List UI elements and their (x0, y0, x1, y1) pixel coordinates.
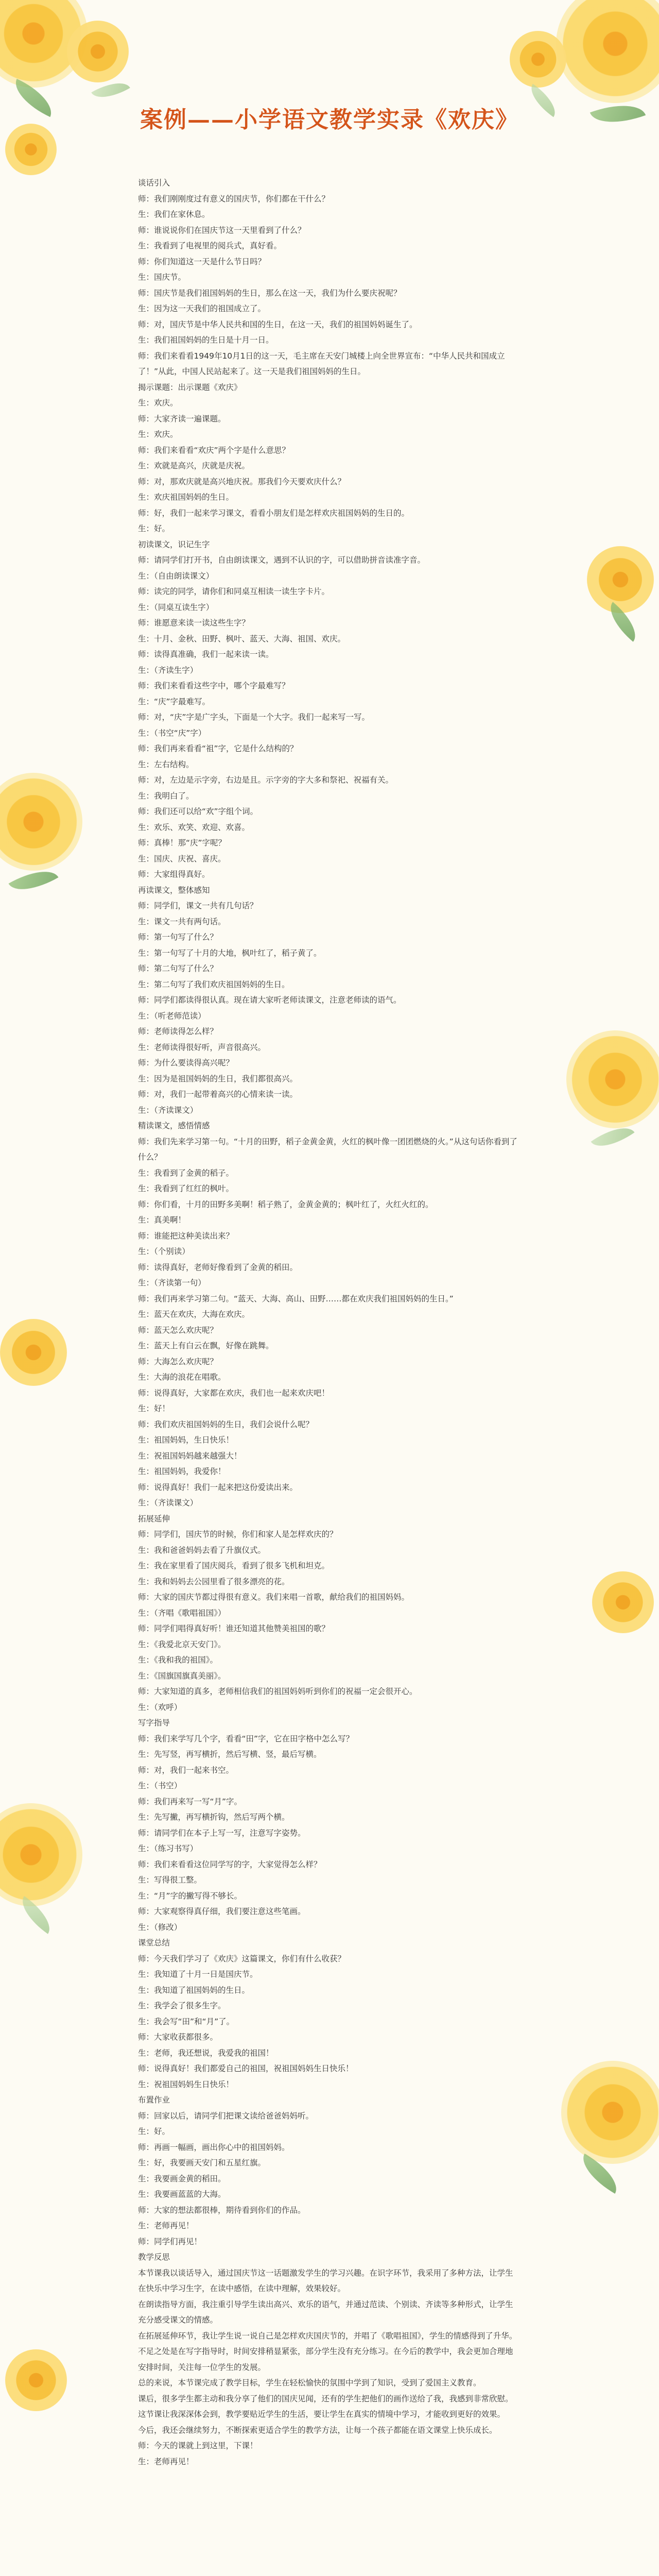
paragraph: 师：大家的想法都很棒，期待看到你们的作品。 (138, 2205, 306, 2215)
flower-decoration-icon (0, 773, 82, 871)
paragraph: 生：《我和我的祖国》。 (138, 1655, 218, 1665)
paragraph: 拓展延伸 (138, 1514, 170, 1523)
paragraph: 生：因为是祖国妈妈的生日，我们都很高兴。 (138, 1074, 298, 1083)
paragraph: 师：同学们都读得很认真。现在请大家听老师读课文，注意老师读的语气。 (138, 995, 402, 1005)
paragraph: 生：大海的浪花在唱歌。 (138, 1372, 226, 1382)
paragraph: 生：（听老师范读） (138, 1011, 206, 1021)
paragraph: 谈话引入 (138, 178, 170, 188)
paragraph: 师：同学们，课文一共有几句话？ (138, 901, 258, 910)
paragraph: 师：对，左边是示字旁，右边是且。示字旁的字大多和祭祀、祝福有关。 (138, 775, 394, 785)
paragraph: 生：（齐读课文） (138, 1498, 198, 1507)
flower-decoration-icon (0, 1803, 82, 1906)
paragraph: 师：你们知道这一天是什么节日吗？ (138, 257, 266, 266)
paragraph: 在拓展延伸环节，我让学生说一说自己是怎样欢庆国庆节的，并唱了《歌唱祖国》，学生的情感得到了升华。 (138, 2331, 517, 2341)
paragraph: 生：欢庆祖国妈妈的生日。 (138, 493, 234, 502)
document-header (0, 101, 659, 134)
paragraph: 生：（书空“庆”字） (138, 728, 206, 738)
paragraph: 生：（齐读生字） (138, 665, 198, 675)
paragraph: 初读课文，识记生字 (138, 539, 210, 549)
paragraph: 师：请同学们在本子上写一写，注意写字姿势。 (138, 1828, 306, 1838)
paragraph: 课后，很多学生都主动和我分享了他们的国庆见闻，还有的学生把他们的画作送给了我，我感到非常欣慰。 (138, 2394, 513, 2403)
paragraph: 师：我们刚刚度过有意义的国庆节，你们都在干什么？ (138, 194, 330, 204)
paragraph: 师：请同学们打开书，自由朗读课文，遇到不认识的字，可以借助拼音读准字音。 (138, 555, 426, 565)
paragraph: 生：我要画蓝蓝的大海。 (138, 2190, 226, 2199)
paragraph: 师：第二句写了什么？ (138, 964, 218, 973)
paragraph: 师：我们来看看这些字中，哪个字最难写？ (138, 681, 290, 690)
paragraph: 师：大家收获都很多。 (138, 2032, 218, 2042)
paragraph: 生：（修改） (138, 1922, 182, 1932)
document-title: 案例——小学语文教学实录《欢庆》 (140, 107, 519, 133)
paragraph: 生：我和妈妈去公园里看了很多漂亮的花。 (138, 1577, 290, 1586)
paragraph: 生：蓝天在欢庆，大海在欢庆。 (138, 1310, 250, 1319)
paragraph: 生：（欢呼） (138, 1702, 182, 1712)
paragraph: 生：第二句写了我们欢庆祖国妈妈的生日。 (138, 979, 290, 989)
paragraph: 生：好。 (138, 2127, 170, 2136)
paragraph: 师：我们还可以给“欢”字组个词。 (138, 807, 258, 816)
paragraph: 本节课我以谈话导入，通过国庆节这一话题激发学生的学习兴趣。在识字环节，我采用了多种方法，让学生在快乐中学习生字，在读中感悟，在读中理解，效果较好。 (138, 2268, 513, 2293)
paragraph: 生：我知道了十月一日是国庆节。 (138, 1970, 258, 1979)
paragraph: 师：回家以后，请同学们把课文读给爸爸妈妈听。 (138, 2111, 314, 2121)
paragraph: 生：（自由朗读课文） (138, 571, 214, 581)
flower-decoration-icon (561, 2061, 659, 2164)
paragraph: 生：第一句写了十月的大地，枫叶红了，稻子黄了。 (138, 948, 322, 958)
paragraph: 生：我们祖国妈妈的生日是十月一日。 (138, 335, 274, 345)
paragraph: 师：同学们唱得真好听！谁还知道其他赞美祖国的歌？ (138, 1624, 330, 1633)
paragraph: 再读课文，整体感知 (138, 885, 210, 895)
paragraph: 师：我们来看看这位同学写的字，大家觉得怎么样？ (138, 1859, 322, 1869)
paragraph: 生：好！ (138, 1404, 170, 1413)
paragraph: 师：我们再来学习第二句。“蓝天、大海、高山、田野……都在欢庆我们祖国妈妈的生日。” (138, 1294, 454, 1303)
paragraph: 生：国庆、庆祝、喜庆。 (138, 854, 226, 863)
paragraph: 生：老师读得很好听，声音很高兴。 (138, 1042, 266, 1052)
paragraph: 生：“庆”字最难写。 (138, 697, 211, 706)
paragraph: 布置作业 (138, 2095, 170, 2105)
paragraph: 生：《国旗国旗真美丽》。 (138, 1671, 226, 1681)
flower-decoration-icon (587, 546, 654, 613)
paragraph: 揭示课题：出示课题《欢庆》 (138, 382, 242, 392)
paragraph: 师：说得真好，大家都在欢庆，我们也一起来欢庆吧！ (138, 1388, 330, 1398)
paragraph: 生：我学会了很多生字。 (138, 2001, 226, 2010)
paragraph: 生：（练习书写） (138, 1844, 198, 1853)
paragraph: 师：第一句写了什么？ (138, 933, 218, 942)
paragraph: 写字指导 (138, 1718, 170, 1727)
paragraph: 师：老师读得怎么样？ (138, 1027, 218, 1036)
paragraph: 生：我和爸爸妈妈去看了升旗仪式。 (138, 1545, 266, 1555)
paragraph: 生：因为这一天我们的祖国成立了。 (138, 304, 266, 313)
paragraph: 生：我要画金黄的稻田。 (138, 2174, 226, 2183)
paragraph: 师：大家齐读一遍课题。 (138, 414, 226, 423)
paragraph: 师：同学们，国庆节的时候，你们和家人是怎样欢庆的？ (138, 1530, 338, 1539)
paragraph: 师：说得真好！我们都爱自己的祖国，祝祖国妈妈生日快乐！ (138, 2064, 354, 2073)
paragraph: 生：写得很工整。 (138, 1875, 202, 1885)
paragraph: 在朗读指导方面，我注重引导学生读出高兴、欢乐的语气，并通过范读、个别读、齐读等多种形式，让学生充分感受课文的情感。 (138, 2299, 513, 2325)
paragraph: 生：（齐唱《歌唱祖国》） (138, 1608, 226, 1618)
document-body (138, 175, 519, 2469)
paragraph: 师：我们欢庆祖国妈妈的生日，我们会说什么呢？ (138, 1419, 314, 1429)
paragraph: 生：（书空） (138, 1781, 182, 1790)
paragraph: 师：我们先来学习第一句。“十月的田野，稻子金黄金黄，火红的枫叶像一团团燃烧的火。”从这句话你看到了什么？ (138, 1137, 517, 1162)
flower-decoration-icon (556, 0, 659, 103)
paragraph: 教学反思 (138, 2252, 170, 2262)
paragraph: 生：我知道了祖国妈妈的生日。 (138, 1985, 250, 1995)
paragraph: 生：（个别读） (138, 1247, 190, 1256)
paragraph: 师：大家组得真好。 (138, 870, 210, 879)
paragraph: 生：老师，我还想说，我爱我的祖国！ (138, 2048, 274, 2058)
flower-decoration-icon (592, 1571, 654, 1633)
paragraph: 生：欢乐、欢笑、欢迎、欢喜。 (138, 822, 250, 832)
paragraph: 生：我看到了红红的枫叶。 (138, 1184, 234, 1193)
paragraph: 生：我会写“田”和“月”了。 (138, 2016, 235, 2026)
paragraph: 师：同学们再见！ (138, 2236, 202, 2246)
paragraph: 精读课文，感悟情感 (138, 1121, 210, 1130)
paragraph: 生：欢庆。 (138, 398, 178, 408)
paragraph: 生：祝祖国妈妈生日快乐！ (138, 2079, 234, 2089)
paragraph: 生：祖国妈妈，我爱你！ (138, 1467, 226, 1476)
paragraph: 师：我们再来写一写“月”字。 (138, 1797, 242, 1806)
paragraph: 师：大家观察得真仔细，我们要注意这些笔画。 (138, 1907, 306, 1916)
paragraph: 生：先写撇，再写横折钩，然后写两个横。 (138, 1812, 290, 1822)
paragraph: 生：欢庆。 (138, 430, 178, 439)
flower-decoration-icon (67, 21, 129, 82)
paragraph: 生：（同桌互读生字） (138, 602, 214, 612)
paragraph: 师：蓝天怎么欢庆呢？ (138, 1325, 218, 1335)
paragraph: 师：你们看，十月的田野多美啊！稻子熟了，金黄金黄的；枫叶红了，火红火红的。 (138, 1199, 433, 1209)
paragraph: 师：我们来看看1949年10月1日的这一天，毛主席在天安门城楼上向全世界宣布：“中华人民共和国成立了！”从此，中国人民站起来了。这一天是我们祖国妈妈的生日。 (138, 351, 505, 376)
paragraph: 师：为什么要读得高兴呢？ (138, 1058, 234, 1067)
paragraph: 师：谁愿意来读一读这些生字？ (138, 618, 250, 628)
paragraph: 今后，我还会继续努力，不断探索更适合学生的教学方法，让每一个孩子都能在语文课堂上快乐成长。 (138, 2425, 497, 2435)
flower-decoration-icon (5, 2349, 67, 2411)
paragraph: 师：我们来看看“欢庆”两个字是什么意思？ (138, 445, 290, 455)
paragraph: 生：祝祖国妈妈越来越强大！ (138, 1451, 242, 1461)
paragraph: 生：先写竖，再写横折，然后写横、竖，最后写横。 (138, 1750, 322, 1759)
paragraph: 生：真美啊！ (138, 1215, 186, 1225)
paragraph: 生：（齐读第一句） (138, 1278, 206, 1287)
paragraph: 生：《我爱北京天安门》。 (138, 1639, 226, 1649)
paragraph: 生：“月”字的撇写得不够长。 (138, 1891, 242, 1901)
paragraph: 师：读得真好，老师好像看到了金黄的稻田。 (138, 1262, 298, 1272)
paragraph: 师：对，那欢庆就是高兴地庆祝。那我们今天要欢庆什么？ (138, 477, 346, 486)
paragraph: 师：谁能把这种美读出来？ (138, 1231, 234, 1241)
paragraph: 师：对，我们一起来书空。 (138, 1765, 234, 1775)
paragraph: 生：欢就是高兴，庆就是庆祝。 (138, 461, 250, 470)
paragraph: 生：我看到了电视里的阅兵式，真好看。 (138, 241, 282, 250)
paragraph: 生：（齐读课文） (138, 1105, 198, 1115)
paragraph: 师：谁说说你们在国庆节这一天里看到了什么？ (138, 225, 306, 235)
paragraph: 师：国庆节是我们祖国妈妈的生日，那么在这一天，我们为什么要庆祝呢？ (138, 288, 402, 298)
paragraph: 师：大海怎么欢庆呢？ (138, 1357, 218, 1366)
paragraph: 这节课让我深深体会到，教学要贴近学生的生活，要让学生在真实的情境中学习，才能收到更好的效果。 (138, 2410, 506, 2419)
flower-decoration-icon (0, 1319, 67, 1386)
paragraph: 总的来说，本节课完成了教学目标，学生在轻松愉快的氛围中学到了知识，受到了爱国主义教育。 (138, 2378, 481, 2387)
paragraph: 师：再画一幅画，画出你心中的祖国妈妈。 (138, 2142, 290, 2152)
paragraph: 生：我在家里看了国庆阅兵，看到了很多飞机和坦克。 (138, 1561, 330, 1570)
paragraph: 生：老师再见！ (138, 2221, 194, 2230)
paragraph: 生：老师再见！ (138, 2456, 194, 2466)
paragraph: 生：我看到了金黄的稻子。 (138, 1168, 234, 1178)
paragraph: 师：好，我们一起来学习课文，看看小朋友们是怎样欢庆祖国妈妈的生日的。 (138, 508, 410, 518)
paragraph: 师：今天的课就上到这里，下课！ (138, 2441, 258, 2450)
paragraph: 不足之处是在写字指导时，时间安排稍显紧张，部分学生没有充分练习。在今后的教学中，我会更加合理地安排时间，关注每一位学生的发展。 (138, 2347, 513, 2372)
paragraph: 师：对，国庆节是中华人民共和国的生日，在这一天，我们的祖国妈妈诞生了。 (138, 319, 418, 329)
paragraph: 师：我们来学写几个字，看看“田”字，它在田字格中怎么写？ (138, 1734, 354, 1743)
flower-decoration-icon (566, 1030, 659, 1128)
paragraph: 师：真棒！那“庆”字呢？ (138, 838, 227, 848)
paragraph: 生：蓝天上有白云在飘，好像在跳舞。 (138, 1341, 274, 1350)
paragraph: 师：说得真好！我们一起来把这份爱读出来。 (138, 1482, 298, 1492)
paragraph: 师：大家的国庆节都过得很有意义。我们来唱一首歌，献给我们的祖国妈妈。 (138, 1592, 410, 1602)
paragraph: 生：好。 (138, 524, 170, 533)
flower-decoration-icon (510, 31, 566, 88)
paragraph: 生：左右结构。 (138, 759, 194, 769)
paragraph: 生：课文一共有两句话。 (138, 917, 226, 926)
paragraph: 生：十月、金秋、田野、枫叶、蓝天、大海、祖国、欢庆。 (138, 634, 346, 643)
paragraph: 生：好，我要画天安门和五星红旗。 (138, 2158, 266, 2167)
paragraph: 师：读完的同学，请你们和同桌互相读一读生字卡片。 (138, 587, 330, 596)
paragraph: 师：我们再来看看“祖”字，它是什么结构的？ (138, 744, 298, 753)
paragraph: 师：读得真准确，我们一起来读一读。 (138, 650, 274, 659)
paragraph: 师：对，我们一起带着高兴的心情来读一读。 (138, 1090, 298, 1099)
paragraph: 生：祖国妈妈，生日快乐！ (138, 1435, 234, 1445)
paragraph: 师：今天我们学习了《欢庆》这篇课文，你们有什么收获？ (138, 1954, 346, 1963)
paragraph: 师：对，“庆”字是广字头，下面是一个大字。我们一起来写一写。 (138, 713, 370, 722)
paragraph: 师：大家知道的真多，老师相信我们的祖国妈妈听到你们的祝福一定会很开心。 (138, 1687, 418, 1696)
paragraph: 生：我明白了。 (138, 791, 194, 801)
paragraph: 生：国庆节。 (138, 273, 186, 282)
paragraph: 课堂总结 (138, 1938, 170, 1947)
paragraph: 生：我们在家休息。 (138, 210, 210, 219)
